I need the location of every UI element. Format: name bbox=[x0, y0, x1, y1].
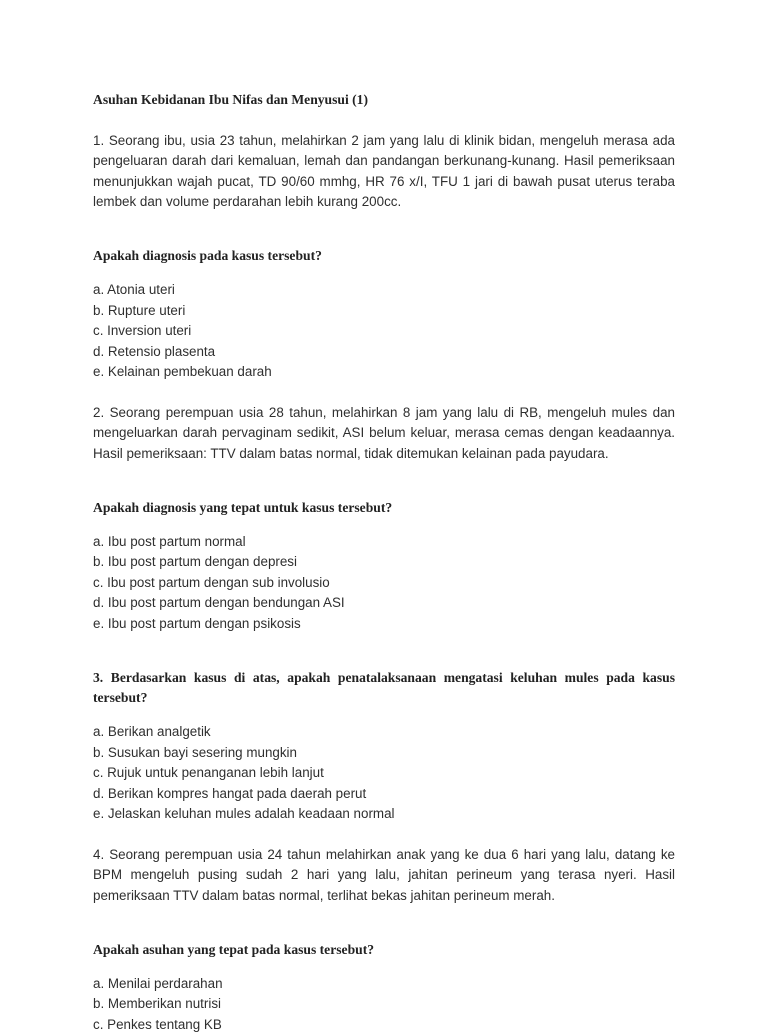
option-3b: b. Susukan bayi sesering mungkin bbox=[93, 744, 297, 760]
option-2a: a. Ibu post partum normal bbox=[93, 534, 246, 550]
options-list-1 bbox=[93, 280, 675, 382]
option-2d: d. Ibu post partum dengan bendungan ASI bbox=[93, 595, 345, 611]
case-text-1: 1. Seorang ibu, usia 23 tahun, melahirkan 2 jam yang lalu di klinik bidan, mengeluh merasa ada pengeluaran darah dari kemaluan, lemah dan pandangan berkunang-kunang. Hasil pemeriksaan menunjukkan wajah pucat, TD 90/60 mmhg, HR 76 x/I, TFU 1 jari di bawah pusat uterus teraba lembek dan volume perdarahan lebih kurang 200cc. bbox=[93, 132, 675, 210]
option-1b: b. Rupture uteri bbox=[93, 302, 186, 318]
option-4c: c. Penkes tentang KB bbox=[93, 1016, 222, 1032]
option-2c: c. Ibu post partum dengan sub involusio bbox=[93, 574, 330, 590]
option-2e: e. Ibu post partum dengan psikosis bbox=[93, 615, 301, 631]
option-1d: d. Retensio plasenta bbox=[93, 343, 216, 359]
option-1c: c. Inversion uteri bbox=[93, 323, 192, 339]
document-title: Asuhan Kebidanan Ibu Nifas dan Menyusui (1) bbox=[93, 92, 368, 107]
question-2: Apakah diagnosis yang tepat untuk kasus tersebut? bbox=[93, 500, 393, 516]
document-page bbox=[93, 86, 675, 1035]
option-3c: c. Rujuk untuk penanganan lebih lanjut bbox=[93, 765, 324, 781]
case-text-4: 4. Seorang perempuan usia 24 tahun melahirkan anak yang ke dua 6 hari yang lalu, datang ke BPM mengeluh pusing sudah 2 hari yang lalu, jahitan perineum yang terasa nyeri. Hasil pemeriksaan TTV dalam batas normal, terlihat bekas jahitan perineum merah. bbox=[93, 846, 675, 903]
question-4: Apakah asuhan yang tepat pada kasus tersebut? bbox=[93, 942, 375, 958]
option-3e: e. Jelaskan keluhan mules adalah keadaan normal bbox=[93, 806, 395, 822]
options-list-4 bbox=[93, 974, 675, 1035]
option-4a: a. Menilai perdarahan bbox=[93, 976, 223, 992]
option-1e: e. Kelainan pembekuan darah bbox=[93, 364, 272, 380]
case-text-2: 2. Seorang perempuan usia 28 tahun, melahirkan 8 jam yang lalu di RB, mengeluh mules dan mengeluarkan darah pervaginam sedikit, ASI belum keluar, merasa cemas dengan keadaannya. Hasil pemeriksaan: TTV dalam batas normal, tidak ditemukan kelainan pada payudara. bbox=[93, 404, 675, 461]
options-list-3 bbox=[93, 722, 675, 824]
option-4b: b. Memberikan nutrisi bbox=[93, 996, 222, 1012]
options-list-2 bbox=[93, 532, 675, 634]
option-1a: a. Atonia uteri bbox=[93, 282, 175, 298]
option-2b: b. Ibu post partum dengan depresi bbox=[93, 554, 297, 570]
option-3a: a. Berikan analgetik bbox=[93, 724, 211, 740]
option-3d: d. Berikan kompres hangat pada daerah perut bbox=[93, 785, 367, 801]
question-3: 3. Berdasarkan kasus di atas, apakah penatalaksanaan mengatasi keluhan mules pada kasus tersebut? bbox=[93, 670, 675, 706]
question-1: Apakah diagnosis pada kasus tersebut? bbox=[93, 248, 322, 264]
